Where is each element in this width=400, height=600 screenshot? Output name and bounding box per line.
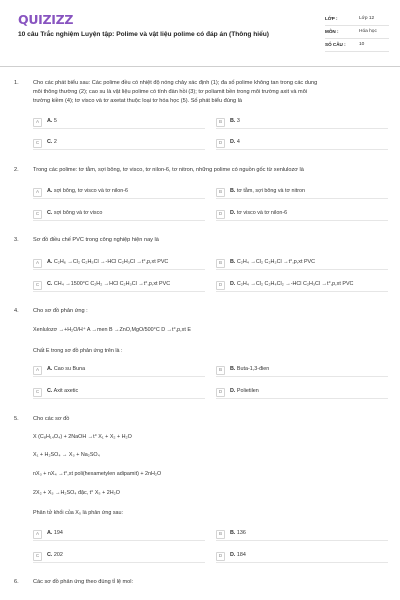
formula-line: nX₃ + nX₄ →t°,xt poli(hexametylen adipamit) + 2nH₂O (33, 471, 162, 477)
option-label: B. (230, 259, 236, 266)
option-label: C. (47, 281, 53, 288)
option-d[interactable] (216, 208, 388, 221)
question-text (33, 167, 388, 176)
option-label: C. (47, 552, 53, 559)
question-text (33, 80, 388, 107)
option-a[interactable] (33, 528, 205, 541)
question-number: 6. (14, 579, 19, 585)
option-text: Polietilen (236, 388, 259, 395)
question-number: 3. (14, 237, 19, 243)
option-c[interactable] (33, 386, 205, 399)
option-letter-box: C (33, 281, 42, 290)
option-d[interactable] (216, 386, 388, 399)
option-c[interactable] (33, 279, 205, 292)
meta-key: LỚP : (325, 15, 338, 21)
reaction-scheme: Xenlulozơ →+H₂O/H⁺ A →men B →ZnO,MgO/500°C D →t°,p,xt E (33, 327, 191, 333)
question-number: 4. (14, 308, 19, 314)
formula-line: X₁ + H₂SO₄ → X₃ + Na₂SO₄ (33, 452, 100, 458)
question-line: trường kiềm (4); tơ visco và tơ axetat thuộc loại tơ hóa học (5). Số phát biểu đúng là (33, 98, 243, 104)
option-letter-box: C (33, 552, 42, 561)
option-letter-box: D (216, 210, 225, 219)
question-text (33, 237, 388, 246)
option-text: 202 (53, 552, 63, 559)
option-text: Buta-1,3-đien (236, 366, 270, 373)
option-label: A. (47, 366, 53, 373)
option-label: A. (47, 530, 53, 537)
option-text: 184 (236, 552, 246, 559)
page-header (0, 0, 400, 66)
option-c[interactable] (33, 550, 205, 563)
option-label: A. (47, 118, 53, 125)
option-label: A. (47, 188, 53, 195)
option-letter-box: B (216, 188, 225, 197)
formula-line: X (C₈H₁₄O₄) + 2NaOH →t° X₁ + X₂ + H₂O (33, 434, 132, 440)
option-text: 136 (236, 530, 246, 537)
option-letter-box: B (216, 366, 225, 375)
option-letter-box: A (33, 259, 42, 268)
option-label: B. (230, 118, 236, 125)
question-number: 1. (14, 80, 19, 86)
option-label: B. (230, 366, 236, 373)
option-label: A. (47, 259, 53, 266)
option-d[interactable] (216, 137, 388, 150)
option-d[interactable] (216, 279, 388, 292)
option-text: 2 (53, 139, 57, 146)
formula-line: 2X₂ + X₃ →H₂SO₄ đặc, t° X₅ + 2H₂O (33, 490, 120, 496)
option-a[interactable] (33, 364, 205, 377)
option-text: tơ visco và tơ nilon-6 (236, 210, 288, 217)
option-text: 4 (236, 139, 240, 146)
option-letter-box: B (216, 530, 225, 539)
header-divider (0, 66, 400, 67)
option-text: sợi bông và tơ visco (53, 210, 103, 217)
question-line: Trong các polime: tơ tằm, sợi bông, tơ visco, tơ nilon-6, tơ nitron, những polime có nguồn gốc từ xenlulozơ là (33, 167, 304, 173)
option-b[interactable] (216, 116, 388, 129)
option-text: 194 (53, 530, 63, 537)
option-text: C₂H₄ →Cl₂ C₂H₄Cl₂ →-HCl C₂H₃Cl →t°,p,xt PVC (236, 281, 354, 288)
option-text: CH₄ →1500°C C₂H₂ →HCl C₂H₃Cl →t°,p,xt PVC (53, 281, 171, 288)
option-letter-box: A (33, 366, 42, 375)
option-text: 5 (53, 118, 57, 125)
option-b[interactable] (216, 186, 388, 199)
option-label: D. (230, 281, 236, 288)
option-b[interactable] (216, 257, 388, 270)
meta-table (325, 13, 389, 52)
meta-value: 10 (359, 41, 365, 47)
option-letter-box: D (216, 388, 225, 397)
option-text: C₂H₆ →Cl₂ C₂H₅Cl →-HCl C₂H₃Cl →t°,p,xt PVC (53, 259, 169, 266)
option-letter-box: C (33, 139, 42, 148)
option-label: C. (47, 139, 53, 146)
option-letter-box: C (33, 210, 42, 219)
meta-row-count (325, 39, 389, 52)
option-text: Axit axetic (53, 388, 79, 395)
option-c[interactable] (33, 137, 205, 150)
option-letter-box: B (216, 259, 225, 268)
option-label: C. (47, 210, 53, 217)
option-a[interactable] (33, 116, 205, 129)
document-title: 10 câu Trắc nghiệm Luyện tập: Polime và vật liệu polime có đáp án (Thông hiểu) (18, 31, 269, 38)
question-subtext: Phân tử khối của X₅ là phản ứng sau: (33, 510, 124, 516)
meta-row-subject (325, 26, 389, 39)
meta-value: Hóa học (359, 28, 377, 34)
option-text: C₂H₄ →Cl₂ C₂H₃Cl →t°,p,xt PVC (236, 259, 316, 266)
option-c[interactable] (33, 208, 205, 221)
option-d[interactable] (216, 550, 388, 563)
question-text (33, 308, 388, 317)
question-number: 5. (14, 416, 19, 422)
option-letter-box: A (33, 118, 42, 127)
option-a[interactable] (33, 257, 205, 270)
option-text: sợi bông, tơ visco và tơ nilon-6 (53, 188, 129, 195)
option-text: Cao su Buna (53, 366, 86, 373)
option-label: D. (230, 552, 236, 559)
question-line: Cho sơ đồ phản ứng : (33, 308, 88, 314)
option-label: D. (230, 388, 236, 395)
option-letter-box: D (216, 281, 225, 290)
option-text: 3 (236, 118, 240, 125)
option-letter-box: D (216, 552, 225, 561)
question-subtext: Chất E trong sơ đồ phản ứng trên là : (33, 348, 123, 354)
option-label: C. (47, 388, 53, 395)
question-text (33, 416, 388, 425)
meta-row-class (325, 13, 389, 26)
option-letter-box: D (216, 139, 225, 148)
option-text: tơ tằm, sợi bông và tơ nitron (236, 188, 306, 195)
option-letter-box: A (33, 530, 42, 539)
question-line: môi thông thường (2); cao su là vật liệu polime có tính đàn hồi (3); tơ poliamit bền trong môi trường axit và môi (33, 89, 308, 95)
question-line: Cho các phát biểu sau: Các polime đều có nhiệt độ nóng chảy xác định (1); đa số polime không tan trong các dung (33, 80, 318, 86)
quizizz-logo: QUIZIZZ (18, 12, 74, 27)
option-label: B. (230, 188, 236, 195)
option-a[interactable] (33, 186, 205, 199)
meta-value: Lớp 12 (359, 15, 375, 21)
question-text (33, 579, 388, 588)
option-b[interactable] (216, 528, 388, 541)
option-label: D. (230, 139, 236, 146)
option-letter-box: C (33, 388, 42, 397)
meta-key: SỐ CÂU : (325, 41, 346, 47)
option-label: D. (230, 210, 236, 217)
question-line: Cho các sơ đồ (33, 416, 70, 422)
meta-key: MÔN : (325, 28, 339, 34)
question-line: Sơ đồ điều chế PVC trong công nghiệp hiện nay là (33, 237, 159, 243)
question-line: Các sơ đồ phản ứng theo đúng tỉ lệ mol: (33, 579, 134, 585)
option-b[interactable] (216, 364, 388, 377)
option-letter-box: B (216, 118, 225, 127)
option-letter-box: A (33, 188, 42, 197)
question-number: 2. (14, 167, 19, 173)
option-label: B. (230, 530, 236, 537)
